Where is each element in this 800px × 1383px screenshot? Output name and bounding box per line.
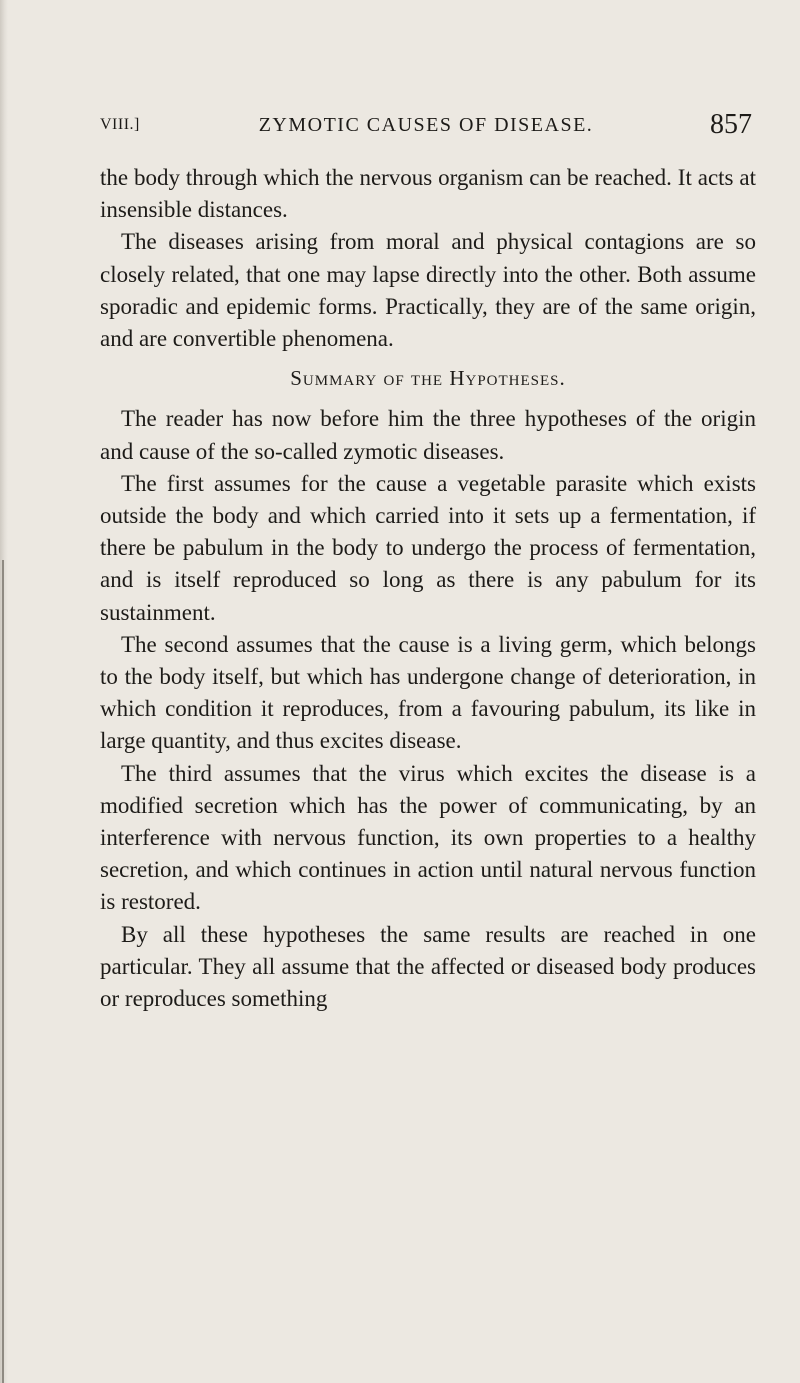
page-number: 857: [710, 109, 752, 140]
section-heading: Summary of the Hypotheses.: [290, 366, 566, 391]
running-title: ZYMOTIC CAUSES OF DISEASE.: [258, 114, 594, 136]
body-text: [100, 162, 756, 1015]
chapter-marker: VIII.]: [100, 116, 140, 133]
paragraph: The first assumes for the cause a vegetable parasite which exists outside the body and which carried into it sets up a fermentation, if there be pabulum in the body to undergo the process of fermentation, and is itself reproduced so long as there is any pabulum for its sustainment.: [100, 470, 756, 625]
paragraph: The diseases arising from moral and physical contagions are so closely related, that one may lapse directly into the other. Both assume sporadic and epidemic forms. Practically, they are of the same origin, and are convertible phenomena.: [100, 229, 756, 352]
paragraph: the body through which the nervous organism can be reached. It acts at insensible distances.: [100, 165, 756, 223]
paragraph: The reader has now before him the three hypotheses of the origin and cause of the so-called zymotic diseases.: [100, 406, 756, 464]
paragraph: The third assumes that the virus which excites the disease is a modified secretion which has the power of communicating, by an interference with nervous function, its own properties to a healthy secretion, and which continues in action until natural nervous function is restored.: [100, 760, 756, 915]
paragraph: By all these hypotheses the same results are reached in one particular. They all assume that the affected or diseased body produces or reproduces something: [100, 921, 756, 1012]
page-edge-line: [2, 560, 4, 1383]
paragraph: The second assumes that the cause is a living germ, which belongs to the body itself, but which has undergone change of deterioration, in which condition it reproduces, from a favouring pabulum, its like in large quantity, and thus excites disease.: [100, 631, 756, 754]
running-header: [100, 110, 752, 144]
